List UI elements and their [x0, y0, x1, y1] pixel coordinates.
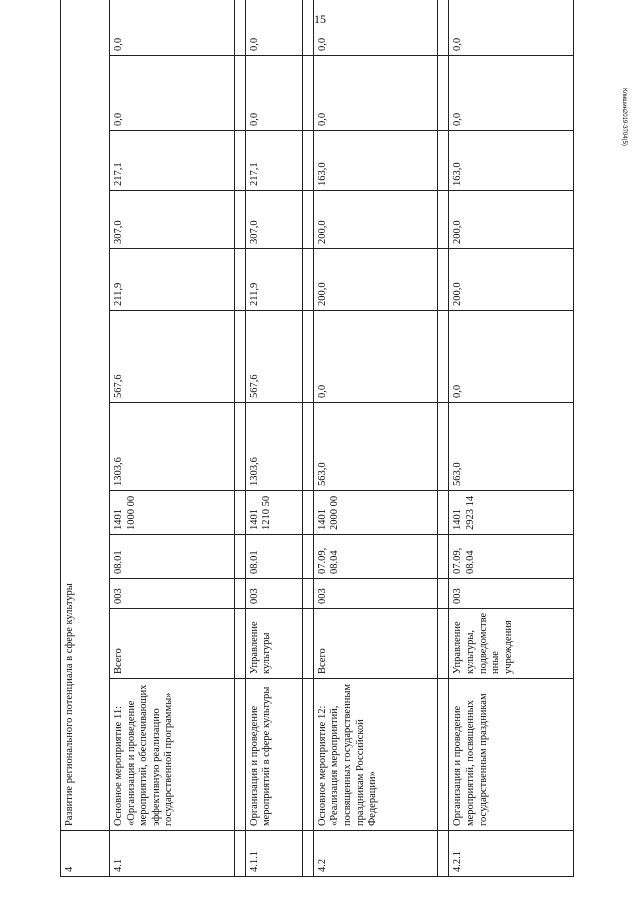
- year2-amount: 211,9: [109, 249, 234, 311]
- table-row: [109, 0, 234, 877]
- total-amount: 1303,6: [245, 403, 302, 491]
- section-code: 08.01: [245, 535, 302, 579]
- grbs-code: 003: [313, 579, 438, 609]
- separator-cell: [234, 403, 245, 491]
- separator-cell: [302, 131, 313, 191]
- year5-amount: 0,0: [313, 56, 438, 131]
- separator-cell: [438, 831, 449, 877]
- separator-cell: [438, 579, 449, 609]
- budget-table: [60, 0, 574, 877]
- executor: Управление культуры: [245, 609, 302, 679]
- separator-cell: [438, 0, 449, 56]
- grbs-code: 003: [449, 579, 574, 609]
- document-code: [616, 42, 632, 192]
- separator-cell: [234, 831, 245, 877]
- separator-cell: [438, 191, 449, 249]
- section-number: 4: [61, 831, 110, 877]
- separator-cell: [234, 679, 245, 831]
- section-code: 08.01: [109, 535, 234, 579]
- separator-cell: [234, 56, 245, 131]
- row-number: 4.1: [109, 831, 234, 877]
- table-row: [313, 0, 438, 877]
- separator-cell: [438, 131, 449, 191]
- year2-amount: 211,9: [245, 249, 302, 311]
- executor: Управление культуры, подведомстве нные учреждения: [449, 609, 574, 679]
- total-amount: 563,0: [449, 403, 574, 491]
- year1-amount: 567,6: [245, 311, 302, 403]
- row-separator: [302, 0, 313, 877]
- separator-cell: [234, 0, 245, 56]
- separator-cell: [438, 535, 449, 579]
- separator-cell: [438, 403, 449, 491]
- grbs-code: 003: [245, 579, 302, 609]
- row-number: 4.2: [313, 831, 438, 877]
- table-body: [109, 0, 573, 877]
- separator-cell: [234, 311, 245, 403]
- year6-amount: 0,0: [245, 0, 302, 56]
- row-number: 4.2.1: [449, 831, 574, 877]
- separator-cell: [302, 679, 313, 831]
- separator-cell: [234, 131, 245, 191]
- year3-amount: 307,0: [245, 191, 302, 249]
- section-code: 07.09, 08.04: [313, 535, 438, 579]
- year6-amount: 0,0: [313, 0, 438, 56]
- table-row: [245, 0, 302, 877]
- year1-amount: 0,0: [449, 311, 574, 403]
- grbs-code: 003: [109, 579, 234, 609]
- separator-cell: [302, 56, 313, 131]
- separator-cell: [302, 491, 313, 535]
- total-amount: 563,0: [313, 403, 438, 491]
- year2-amount: 200,0: [313, 249, 438, 311]
- section-code: 07.09, 08.04: [449, 535, 574, 579]
- separator-cell: [302, 311, 313, 403]
- separator-cell: [302, 535, 313, 579]
- year3-amount: 307,0: [109, 191, 234, 249]
- target-article-code: 1401 1000 00: [109, 491, 234, 535]
- separator-cell: [302, 579, 313, 609]
- separator-cell: [302, 609, 313, 679]
- separator-cell: [302, 403, 313, 491]
- separator-cell: [302, 249, 313, 311]
- year5-amount: 0,0: [449, 56, 574, 131]
- table-row: [449, 0, 574, 877]
- year1-amount: 0,0: [313, 311, 438, 403]
- rotated-table-container: [60, 35, 574, 877]
- table-area: [60, 35, 574, 877]
- year4-amount: 217,1: [245, 131, 302, 191]
- separator-cell: [438, 491, 449, 535]
- separator-cell: [302, 831, 313, 877]
- row-separator: [234, 0, 245, 877]
- year1-amount: 567,6: [109, 311, 234, 403]
- row-number: 4.1.1: [245, 831, 302, 877]
- section-title: Развитие регионального потенциала в сфере культуры: [61, 0, 110, 831]
- target-article-code: 1401 1210 50: [245, 491, 302, 535]
- year3-amount: 200,0: [449, 191, 574, 249]
- separator-cell: [234, 249, 245, 311]
- year6-amount: 0,0: [449, 0, 574, 56]
- section-header-row: [61, 0, 110, 877]
- executor: Всего: [109, 609, 234, 679]
- separator-cell: [438, 609, 449, 679]
- separator-cell: [234, 609, 245, 679]
- row-separator: [438, 0, 449, 877]
- separator-cell: [234, 535, 245, 579]
- activity-name: Организация и проведение мероприятий, посвященных государственным праздникам: [449, 679, 574, 831]
- separator-cell: [234, 579, 245, 609]
- activity-name: Организация и проведение мероприятий в сфере культуры: [245, 679, 302, 831]
- separator-cell: [234, 491, 245, 535]
- year5-amount: 0,0: [245, 56, 302, 131]
- separator-cell: [302, 0, 313, 56]
- year4-amount: 163,0: [449, 131, 574, 191]
- executor: Всего: [313, 609, 438, 679]
- year4-amount: 163,0: [313, 131, 438, 191]
- separator-cell: [438, 679, 449, 831]
- total-amount: 1303,6: [109, 403, 234, 491]
- separator-cell: [302, 191, 313, 249]
- separator-cell: [438, 311, 449, 403]
- activity-name: Основное мероприятие 12: «Реализация мероприятий, посвященных государственным праздникам Российской Федерации»: [313, 679, 438, 831]
- separator-cell: [438, 56, 449, 131]
- activity-name: Основное мероприятие 11: «Организация и проведение мероприятий, обеспечивающих эффективную реализацию государственной программы»: [109, 679, 234, 831]
- year2-amount: 200,0: [449, 249, 574, 311]
- target-article-code: 1401 2923 14: [449, 491, 574, 535]
- separator-cell: [234, 191, 245, 249]
- separator-cell: [438, 249, 449, 311]
- year3-amount: 200,0: [313, 191, 438, 249]
- year6-amount: 0,0: [109, 0, 234, 56]
- page-number-text: 15: [314, 12, 326, 26]
- target-article-code: 1401 2000 00: [313, 491, 438, 535]
- document-code-text: Клишин2019-3704(5): [621, 88, 627, 146]
- year4-amount: 217,1: [109, 131, 234, 191]
- year5-amount: 0,0: [109, 56, 234, 131]
